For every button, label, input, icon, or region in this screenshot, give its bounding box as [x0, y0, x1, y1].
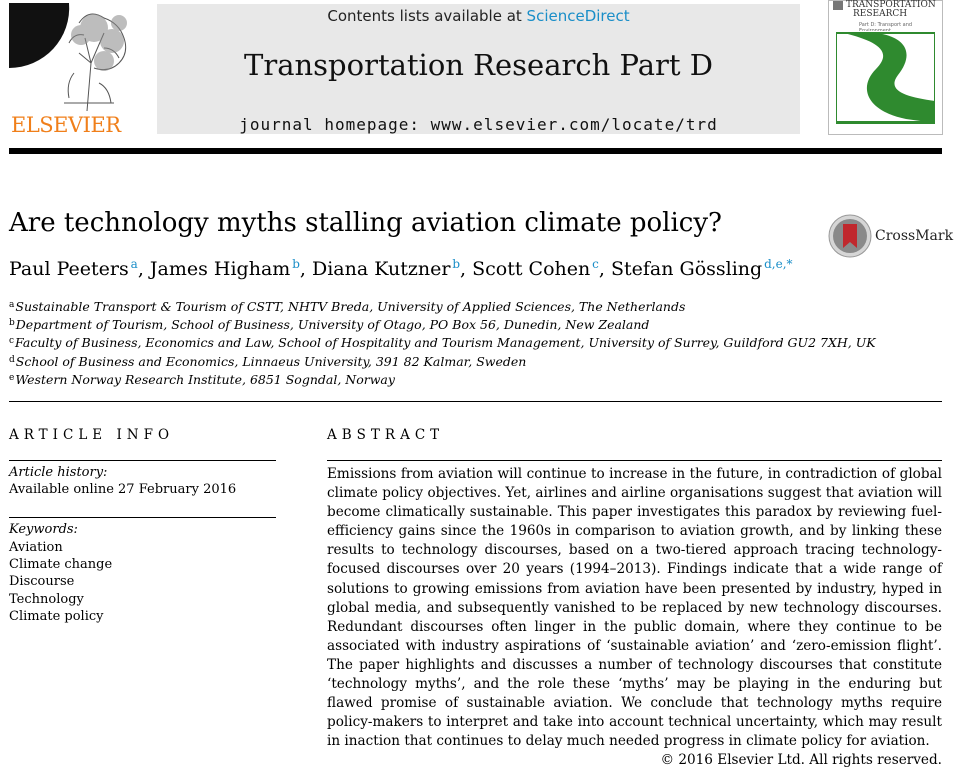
article-title: Are technology myths stalling aviation climate policy?	[9, 208, 722, 238]
keyword-item[interactable]: Discourse	[9, 574, 75, 590]
author-name[interactable]: Paul Peeters	[9, 258, 129, 280]
author-name[interactable]: Stefan Gössling	[610, 258, 763, 280]
keyword-item[interactable]: Aviation	[9, 540, 63, 555]
journal-banner	[157, 4, 800, 134]
contents-line	[157, 7, 800, 25]
journal-cover[interactable]	[828, 0, 943, 135]
affiliation-key: b	[9, 318, 15, 329]
copyright-notice: © 2016 Elsevier Ltd. All rights reserved.	[660, 752, 942, 768]
affiliation-key: d	[9, 354, 15, 365]
author-affiliation-ref[interactable]: b	[452, 257, 461, 271]
author-affiliation-ref[interactable]: d,e,*	[764, 257, 793, 271]
affiliation-list	[9, 297, 876, 388]
affiliation-item	[9, 315, 876, 333]
keywords-rule	[9, 517, 276, 518]
cover-title	[833, 1, 936, 19]
article-history-value: Available online 27 February 2016	[9, 482, 237, 497]
journal-homepage-link[interactable]: journal homepage: www.elsevier.com/locate/trd	[239, 115, 718, 134]
crossmark-label: CrossMark	[875, 228, 954, 244]
affiliation-item	[9, 297, 876, 315]
author-affiliation-ref[interactable]: b	[292, 257, 300, 271]
sciencedirect-link[interactable]: ScienceDirect	[526, 7, 630, 25]
affiliation-item	[9, 370, 876, 388]
article-history-label: Article history:	[9, 465, 108, 480]
journal-title[interactable]: Transportation Research Part D	[244, 48, 713, 82]
affiliation-item	[9, 333, 876, 351]
affiliation-text: Department of Tourism, School of Business, University of Otago, PO Box 56, Dunedin, New Zealand	[15, 317, 650, 333]
crossmark-icon	[828, 214, 872, 258]
elsevier-wordmark: ELSEVIER	[11, 113, 121, 137]
author-affiliation-ref[interactable]: c	[592, 257, 599, 271]
affiliation-text: Faculty of Business, Economics and Law, School of Hospitality and Tourism Management, University of Surrey, Guildford GU2 7XH, UK	[15, 335, 876, 351]
keyword-item[interactable]: Climate change	[9, 557, 113, 573]
author-name[interactable]: Diana Kutzner	[311, 258, 451, 280]
author-name[interactable]: Scott Cohen	[472, 258, 591, 280]
affiliation-text: Western Norway Research Institute, 6851 Sogndal, Norway	[15, 371, 395, 387]
affiliation-item	[9, 352, 876, 370]
keyword-item[interactable]: Climate policy	[9, 608, 104, 624]
author-affiliation-ref[interactable]: a	[130, 257, 138, 271]
elsevier-logo[interactable]	[9, 3, 131, 138]
article-info-rule	[9, 460, 276, 461]
article-info-heading: ARTICLE INFO	[9, 427, 175, 443]
abstract-heading: ABSTRACT	[327, 427, 445, 443]
abstract-rule	[327, 460, 942, 461]
affiliation-key: e	[9, 372, 15, 383]
section-divider	[9, 401, 942, 402]
affiliation-key: a	[9, 300, 15, 310]
elsevier-tree-icon	[9, 3, 131, 115]
cover-road-icon	[836, 31, 935, 124]
keywords-list	[9, 539, 112, 625]
cover-title-line2: RESEARCH	[853, 9, 908, 19]
cover-title-line1: TRANSPORTATION	[846, 0, 936, 10]
contents-prefix: Contents lists available at	[327, 7, 527, 25]
header-divider	[9, 148, 942, 154]
author-name[interactable]: James Higham	[149, 258, 291, 280]
keyword-item[interactable]: Technology	[9, 591, 84, 607]
affiliation-text: School of Business and Economics, Linnaeus University, 391 82 Kalmar, Sweden	[15, 353, 527, 369]
affiliation-text: Sustainable Transport & Tourism of CSTT, NHTV Breda, University of Applied Sciences, The Netherlands	[15, 299, 686, 314]
keywords-label: Keywords:	[9, 522, 78, 537]
affiliation-key: c	[9, 336, 15, 347]
crossmark-button[interactable]	[828, 214, 954, 258]
abstract-text: Emissions from aviation will continue to increase in the future, in contradiction of global climate policy objectives. Yet, airlines and airline organisations suggest that aviation will become climatically sustainable. This paper investigates this paradox by reviewing fuel-efficiency gains since the 1960s in comparison to aviation growth, and by linking these results to technology discourses, based on a two-tiered approach tracing technology-focused discourses over 20 years (1994–2013). Findings indicate that a wide range of solutions to growing emissions from aviation have been presented by industry, hyped in global media, and subsequently vanished to be replaced by new technology discourses. Redundant discourses often linger in the public domain, where they continue to be associated with industry aspirations of ‘sustainable aviation’ and ‘zero-emission flight’. The paper highlights and discusses a number of technology discourses that constitute ‘technology myths’, and the role these ‘myths’ may be playing in the enduring but flawed promise of sustainable aviation. We conclude that technology myths require policy-makers to interpret and take into account technical uncertainty, which may result in inaction that continues to delay much needed progress in climate policy for aviation.	[327, 466, 942, 750]
author-list: Paul Peeters $^a$, James Higham $^b$, Diana Kutzner $^b$, Scott Cohen $^c$, Stefan Gössling $^{d,e,*}$	[9, 257, 793, 280]
cover-subtitle: Part D: Transport and	[859, 22, 913, 28]
